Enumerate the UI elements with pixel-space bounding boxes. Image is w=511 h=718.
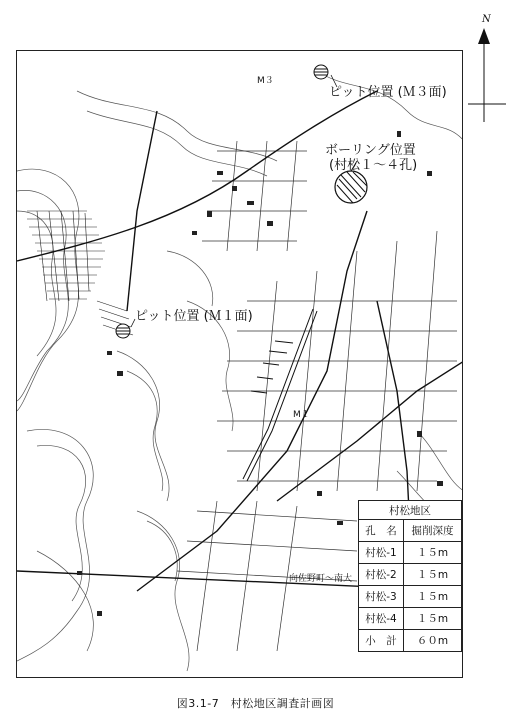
figure-caption: 図3.1-7 村松地区調査計画図 [176, 697, 335, 710]
table-row [359, 586, 462, 608]
boring-label: ボーリング位置 [325, 143, 416, 158]
north-label: N [482, 14, 491, 25]
pit-m3-label: ピット位置 (Ｍ３面) [329, 85, 447, 100]
annotation-leaders [131, 75, 357, 327]
pit-m1-label: ピット位置 (Ｍ１面) [135, 309, 253, 324]
hole-name: 村松-3 [359, 586, 404, 608]
hole-depth: １５m [404, 542, 462, 564]
pit-marker-m1 [116, 324, 130, 338]
table-row [359, 564, 462, 586]
hole-depth: １５m [404, 586, 462, 608]
north-arrow-icon [466, 12, 506, 122]
header-depth: 掘削深度 [404, 520, 462, 542]
total-label: 小 計 [359, 630, 404, 652]
town-road-label: 向佐野町〜南大 [289, 574, 353, 584]
total-value: ６０m [404, 630, 462, 652]
boring-marker [335, 171, 367, 203]
header-hole-name: 孔 名 [359, 520, 404, 542]
pit-marker-m3 [314, 65, 328, 79]
terrace-m3-label: M３ [257, 76, 274, 86]
table-row [359, 542, 462, 564]
hole-name: 村松-1 [359, 542, 404, 564]
hole-name: 村松-2 [359, 564, 404, 586]
table-title: 村松地区 [359, 501, 462, 520]
terrace-m1-label: M１ [293, 410, 310, 420]
hole-depth: １５m [404, 564, 462, 586]
boring-sub-label: (村松１～４孔) [329, 158, 418, 173]
boring-summary-table [358, 500, 462, 652]
table-row [359, 608, 462, 630]
table-total-row [359, 630, 462, 652]
hole-name: 村松-4 [359, 608, 404, 630]
urban-area-hatching [27, 211, 133, 335]
hole-depth: １５m [404, 608, 462, 630]
